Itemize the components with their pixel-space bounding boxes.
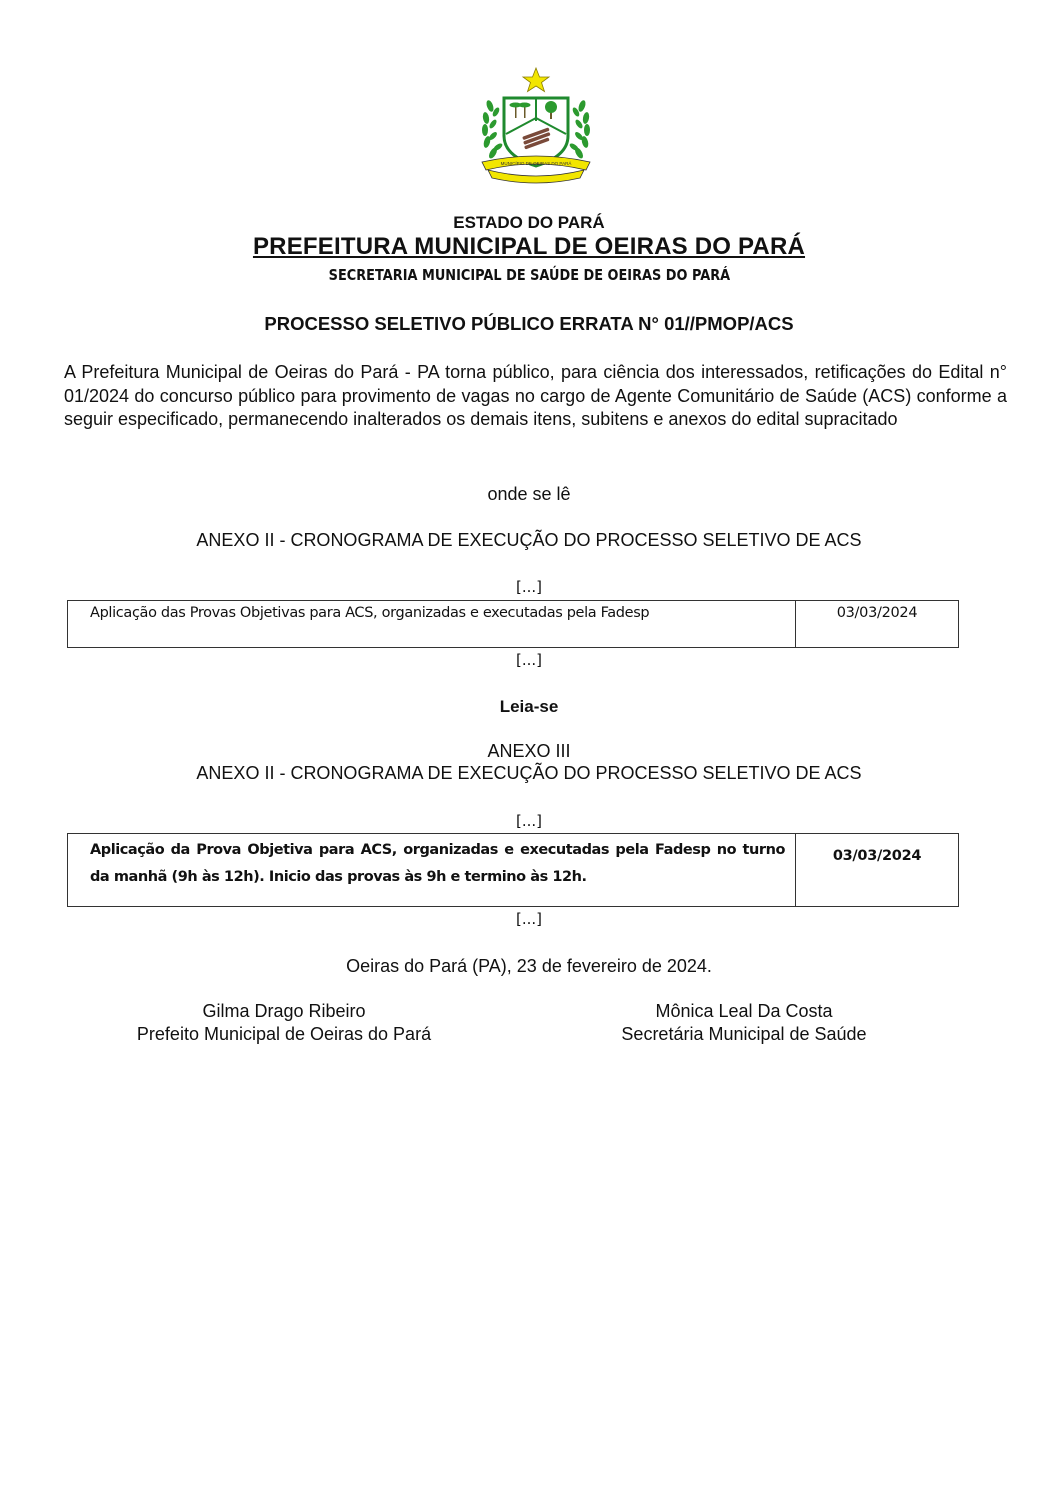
activity-cell <box>68 834 796 907</box>
table-row <box>68 834 959 907</box>
original-label: onde se lê <box>487 484 571 504</box>
secretariat-wrap <box>0 266 1058 285</box>
intro-paragraph: A Prefeitura Municipal de Oeiras do Pará - PA torna público, para ciência dos interessados, retificações do Edital n° 01/2024 do concurso público para provimento de vagas no cargo de Agente Comunitário de Saúde (ACS) conforme a seguir especificado, permanecendo inalterados os demais itens, subitens e anexos do edital supracitado <box>64 362 1007 429</box>
secretariat-heading: SECRETARIA MUNICIPAL DE SAÚDE DE OEIRAS DO PARÁ <box>328 266 730 284</box>
municipal-coat-of-arms-icon <box>474 66 598 190</box>
corrected-annex-number: ANEXO III <box>487 741 571 761</box>
date-cell <box>796 834 959 907</box>
activity-text: Aplicação da Prova Objetiva para ACS, organizadas e executadas pela Fadesp no turno da manhã (9h às 12h). Inicio das provas às 9h e termino às 12h. <box>90 842 785 885</box>
corrected-schedule-table <box>67 833 959 907</box>
signatory-role: Secretária Municipal de Saúde <box>621 1024 867 1044</box>
corrected-ellipsis-after: [...] <box>515 910 542 928</box>
laurel-right-icon <box>568 99 590 159</box>
original-schedule-table <box>67 600 959 648</box>
laurel-left-icon <box>482 99 504 159</box>
signature-block-secretary <box>544 1000 944 1046</box>
crest-banner-text: MUNICÍPIO DE OEIRAS DO PARÁ <box>500 161 572 166</box>
original-ellipsis-after: [...] <box>515 651 542 669</box>
original-ellipsis-before: [...] <box>515 578 542 596</box>
document-title: PROCESSO SELETIVO PÚBLICO ERRATA N° 01//PMOP/ACS <box>264 313 794 334</box>
prefecture-heading: PREFEITURA MUNICIPAL DE OEIRAS DO PARÁ <box>252 233 806 260</box>
date-cell <box>796 601 959 648</box>
signatory-name: Mônica Leal Da Costa <box>655 1001 833 1021</box>
signatory-role: Prefeito Municipal de Oeiras do Pará <box>136 1024 432 1044</box>
place-date: Oeiras do Pará (PA), 23 de fevereiro de 2024. <box>346 956 712 976</box>
activity-text: Aplicação das Provas Objetivas para ACS, organizadas e executadas pela Fadesp <box>90 605 650 621</box>
activity-cell <box>68 601 796 648</box>
corrected-label: Leia-se <box>499 697 559 716</box>
signature-block-mayor <box>84 1000 484 1046</box>
state-heading: ESTADO DO PARÁ <box>453 213 605 232</box>
corrected-annex-title: ANEXO II - CRONOGRAMA DE EXECUÇÃO DO PROCESSO SELETIVO DE ACS <box>196 763 862 783</box>
table-row <box>68 601 959 648</box>
signatory-name: Gilma Drago Ribeiro <box>202 1001 366 1021</box>
corrected-ellipsis-before: [...] <box>515 812 542 830</box>
star-icon <box>523 68 549 92</box>
date-text: 03/03/2024 <box>836 605 918 621</box>
original-annex-title: ANEXO II - CRONOGRAMA DE EXECUÇÃO DO PROCESSO SELETIVO DE ACS <box>196 530 862 550</box>
date-text: 03/03/2024 <box>832 848 922 864</box>
